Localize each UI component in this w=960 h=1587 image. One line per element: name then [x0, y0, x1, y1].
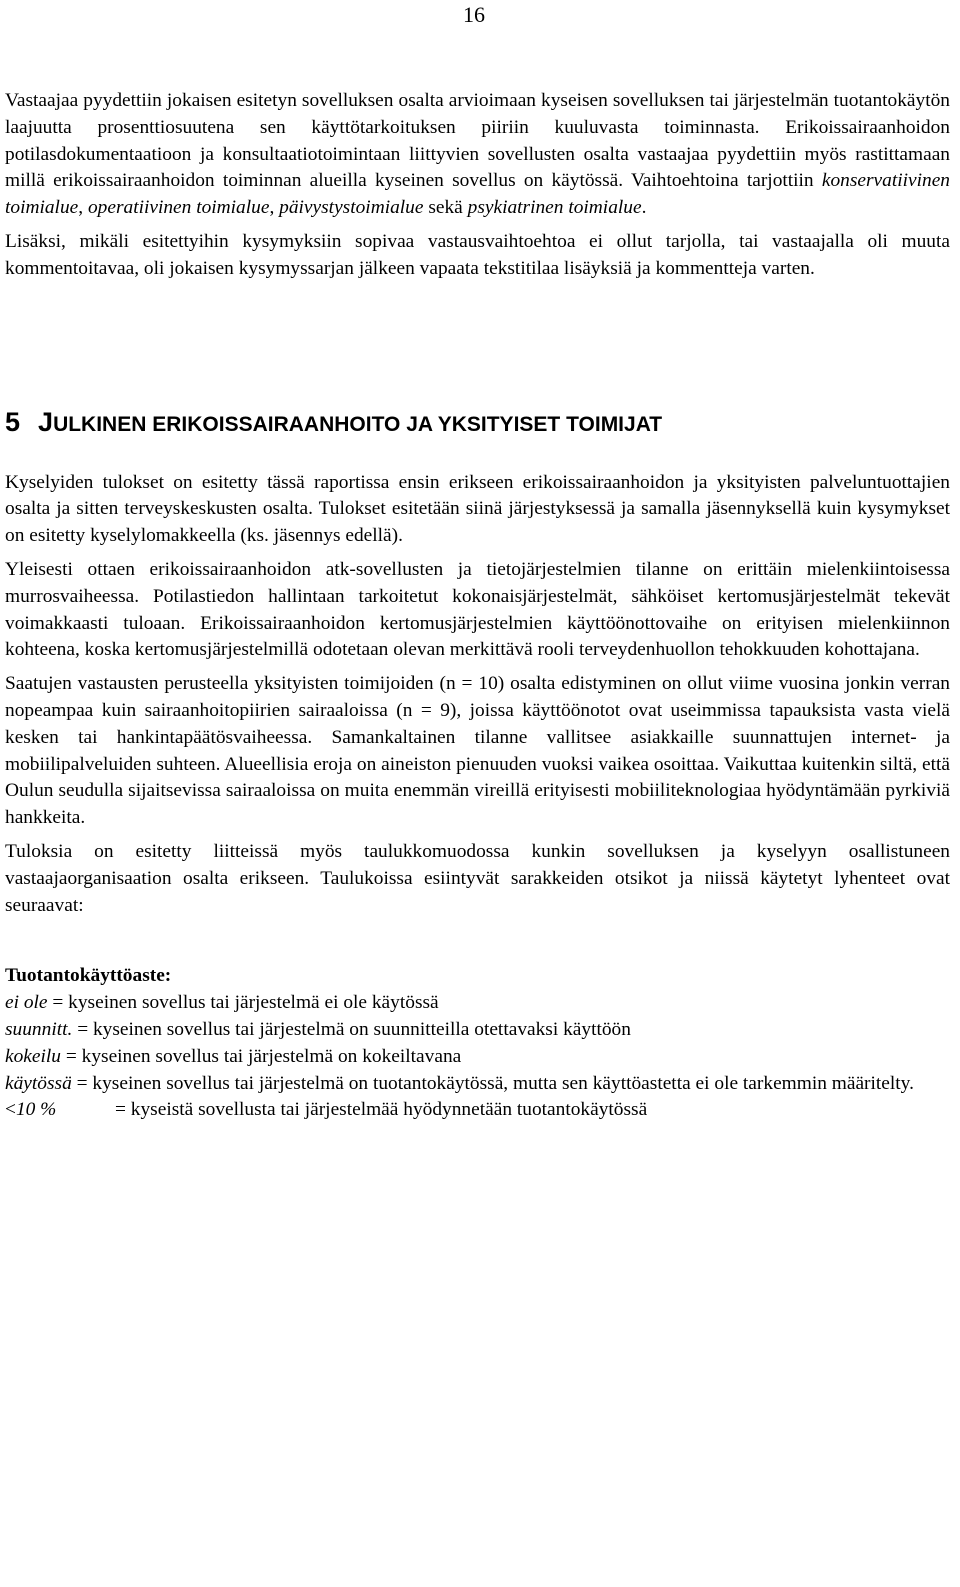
definition-text: = kyseinen sovellus tai järjestelmä on tuotantokäytössä, mutta sen käyttöastetta ei ole tarkemmin määritelty. [71, 1072, 914, 1094]
definition-title: Tuotantokäyttöaste: [5, 965, 172, 987]
paragraph-general: Yleisesti ottaen erikoissairaanhoidon atk-sovellusten ja tietojärjestelmien tilanne on erittäin mielenkiintoisessa murrosvaiheessa. Potilastiedon hallintaan tarkoitetut kokonaisjärjestelmät, sähköiset kertomusjärjestelmät tekevät voimakkaasti tuloaan. Erikoissairaanhoidon kertomusjärjestelmien käyttöönottovaihe on erityisen mielenkiinnon kohteena, koska kertomusjärjestelmillä odotetaan olevan merkittävä rooli terveydenhuollon tehokkuuden kohottajana. [5, 558, 950, 661]
definition-term: käytössä [5, 1072, 72, 1094]
definition-list [5, 963, 950, 1124]
heading-first-letter: J [38, 406, 54, 437]
definition-item [5, 1044, 950, 1071]
definition-term: ei ole [5, 992, 48, 1014]
definition-term-value: 10 % [15, 1099, 57, 1121]
definition-text: = kyseinen sovellus tai järjestelmä ei ole käytössä [47, 992, 439, 1014]
italic-term: psykiatrinen toimialue [467, 197, 642, 219]
text-span: . [641, 197, 647, 219]
text-span: sekä [423, 197, 468, 219]
italic-term: operatiivinen toimialue [87, 197, 270, 219]
text-span: , [78, 197, 88, 219]
text-span: , [269, 197, 280, 219]
heading-title: ULKINEN ERIKOISSAIRAANHOITO JA YKSITYISET TOIMIJAT [53, 412, 663, 436]
paragraph-method [5, 88, 950, 222]
definition-item [5, 990, 950, 1017]
paragraph-results-intro: Kyselyiden tulokset on esitetty tässä raportissa ensin erikseen erikoissairaanhoidon ja yksityisten palveluntuottajien osalta ja sitten terveyskeskusten osalta. Tulokset esitetään siinä järjestyksessä ja samalla jäsennyksellä kuin kysymykset on esitetty kyselylomakkeella (ks. jäsennys edellä). [5, 471, 950, 547]
definition-item [5, 1017, 950, 1044]
definition-term: suunnitt. [5, 1018, 73, 1040]
definition-item [5, 1097, 950, 1124]
paragraph-comments: Lisäksi, mikäli esitettyihin kysymyksiin sopivaa vastausvaihtoehtoa ei ollut tarjolla, tai vastaajalla oli muuta kommentoitavaa, oli jokaisen kysymyssarjan jälkeen vapaata tekstitilaa lisäyksiä ja kommentteja varten. [5, 230, 950, 279]
italic-term: päivystystoimialue [279, 197, 424, 219]
definition-term [5, 1097, 115, 1124]
definition-text: = kyseistä sovellusta tai järjestelmää hyödynnetään tuotantokäytössä [115, 1099, 648, 1121]
section-heading [5, 405, 950, 442]
definition-text: = kyseinen sovellus tai järjestelmä on suunnitteilla otettavaksi käyttöön [72, 1018, 631, 1040]
definition-text: = kyseinen sovellus tai järjestelmä on kokeiltavana [61, 1045, 462, 1067]
paragraph-appendix: Tuloksia on esitetty liitteissä myös taulukkomuodossa kunkin sovelluksen ja kyselyyn osallistuneen vastaajaorganisaation osalta erikseen. Taulukoissa esiintyvät sarakkeiden otsikot ja niissä käytetyt lyhenteet ovat seuraavat: [5, 840, 950, 916]
text-span: Vastaajaa pyydettiin jokaisen esitetyn sovelluksen osalta arvioimaan kyseisen sovelluksen tai järjestelmän tuotantokäytön laajuutta prosenttiosuutena sen käyttötarkoituksen piiriin kuuluvasta toiminnasta. Erikoissairaanhoidon potilasdokumentaatioon ja konsultaatiotoimintaan liittyvien sovellusten osalta vastaajaa pyydettiin myös rastittamaan millä erikoissairaanhoidon toiminnan alueilla kyseinen sovellus on käytössä. Vaihtoehtoina tarjottiin [5, 90, 950, 192]
paragraph-private-actors: Saatujen vastausten perusteella yksityisten toimijoiden (n = 10) osalta edistyminen on ollut viime vuosina jonkin verran nopeampaa kuin sairaanhoitopiirien sairaaloissa (n = 9), joissa käyttöönotot ovat useimmissa tapauksista vasta vielä kesken tai hankintapäätösvaiheessa. Samankaltainen tilanne vallitsee asiakkaille suunnattujen internet- ja mobiilipalveluiden suhteen. Alueellisia eroja on aineiston pienuuden vuoksi vaikea osoittaa. Vaikuttaa kuitenkin siltä, että Oulun seudulla sijaitsevissa sairaaloissa on muita enemmän vireillä erityisesti mobiiliteknologiaa hyödyntämään pyrkiviä hankkeita. [5, 673, 950, 829]
less-than-sign: < [5, 1099, 16, 1121]
italic-term: konservatiivinen toimialue [5, 170, 950, 219]
section-number: 5 [5, 406, 21, 437]
definition-item [5, 1071, 950, 1098]
definition-term: kokeilu [5, 1045, 61, 1067]
document-body [5, 88, 950, 1124]
page-number: 16 [463, 2, 485, 27]
